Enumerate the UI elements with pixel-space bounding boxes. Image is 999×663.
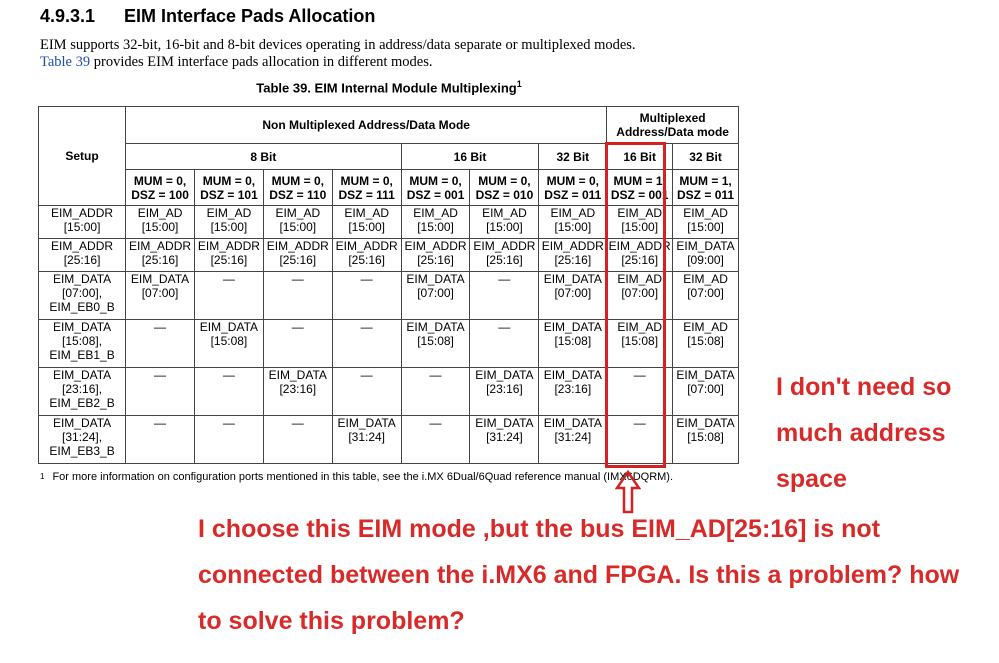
table-cell: —	[607, 368, 673, 416]
section-number: 4.9.3.1	[40, 6, 96, 26]
table-cell: EIM_DATA [31:24]	[332, 416, 401, 464]
table-cell: —	[126, 368, 195, 416]
setup-cell: EIM_DATA [23:16], EIM_EB2_B	[39, 368, 126, 416]
mode-header: MUM = 1, DSZ = 011	[673, 170, 739, 206]
table-cell: EIM_ADDR [25:16]	[539, 239, 607, 272]
table-cell: EIM_AD [15:08]	[673, 320, 739, 368]
table-cell: EIM_AD [15:00]	[194, 206, 263, 239]
setup-cell: EIM_DATA [15:08], EIM_EB1_B	[39, 320, 126, 368]
table-cell: —	[401, 416, 470, 464]
mux-group-header: Multiplexed Address/Data mode	[607, 107, 739, 144]
mode-header: MUM = 0, DSZ = 101	[194, 170, 263, 206]
mode-header: MUM = 0, DSZ = 001	[401, 170, 470, 206]
mode-header: MUM = 0, DSZ = 111	[332, 170, 401, 206]
table-cell: EIM_AD [15:00]	[263, 206, 332, 239]
table-cell: EIM_DATA [15:08]	[401, 320, 470, 368]
width-header: 16 Bit	[607, 144, 673, 170]
setup-header: Setup	[39, 107, 126, 206]
setup-cell: EIM_DATA [07:00], EIM_EB0_B	[39, 272, 126, 320]
table-cell: EIM_DATA [07:00]	[126, 272, 195, 320]
table-cell: EIM_DATA [07:00]	[539, 272, 607, 320]
mode-header: MUM = 0, DSZ = 100	[126, 170, 195, 206]
mode-header: MUM = 0, DSZ = 010	[470, 170, 539, 206]
table-cell: EIM_ADDR [25:16]	[470, 239, 539, 272]
table-cell: EIM_DATA [15:08]	[673, 416, 739, 464]
table-cell: —	[263, 272, 332, 320]
table-cell: EIM_ADDR [25:16]	[194, 239, 263, 272]
table-cell: EIM_AD [15:00]	[470, 206, 539, 239]
mode-header: MUM = 0, DSZ = 110	[263, 170, 332, 206]
table-cell: EIM_DATA [23:16]	[263, 368, 332, 416]
table-cell: EIM_ADDR [25:16]	[401, 239, 470, 272]
table-cell: —	[126, 320, 195, 368]
table-cell: EIM_AD [15:00]	[673, 206, 739, 239]
width-header: 32 Bit	[673, 144, 739, 170]
table-cell: —	[470, 320, 539, 368]
table-cell: EIM_DATA [23:16]	[539, 368, 607, 416]
setup-cell: EIM_ADDR [15:00]	[39, 206, 126, 239]
table-cell: —	[263, 320, 332, 368]
setup-cell: EIM_DATA [31:24], EIM_EB3_B	[39, 416, 126, 464]
table-cell: EIM_DATA [09:00]	[673, 239, 739, 272]
table-cell: EIM_DATA [15:08]	[194, 320, 263, 368]
table-cell: EIM_ADDR [25:16]	[126, 239, 195, 272]
table-cell: —	[470, 272, 539, 320]
intro-line-1: EIM supports 32-bit, 16-bit and 8-bit devices operating in address/data separate or multiplexed modes.	[40, 37, 636, 53]
table-cell: EIM_AD [15:00]	[401, 206, 470, 239]
table-cell: —	[332, 368, 401, 416]
table-cell: EIM_AD [07:00]	[673, 272, 739, 320]
table-cell: EIM_AD [15:08]	[607, 320, 673, 368]
highlight-box	[605, 142, 666, 468]
width-header: 16 Bit	[401, 144, 539, 170]
table-cell: —	[332, 320, 401, 368]
table-cell: —	[401, 368, 470, 416]
annotation-bottom: I choose this EIM mode ,but the bus EIM_AD[25:16] is not connected between the i.MX6 and FPGA. Is this a problem? how to solve this problem?	[198, 515, 960, 635]
table-footnote	[40, 470, 700, 484]
table-cell: EIM_DATA [31:24]	[470, 416, 539, 464]
table-cell: EIM_AD [15:00]	[607, 206, 673, 239]
table-cell: —	[194, 368, 263, 416]
table-cell: EIM_AD [15:00]	[539, 206, 607, 239]
table-cell: —	[126, 416, 195, 464]
table-cell: EIM_DATA [15:08]	[539, 320, 607, 368]
table-cell: EIM_DATA [07:00]	[673, 368, 739, 416]
table-caption-text: Table 39. EIM Internal Module Multiplexing	[256, 80, 517, 96]
table-cell: —	[263, 416, 332, 464]
table-cell: EIM_DATA [07:00]	[401, 272, 470, 320]
table-cell: —	[332, 272, 401, 320]
table-cell: EIM_AD [15:00]	[332, 206, 401, 239]
section-heading	[40, 6, 375, 27]
table-cell: EIM_ADDR [25:16]	[332, 239, 401, 272]
table-cell: —	[607, 416, 673, 464]
mode-header: MUM = 1, DSZ = 001	[607, 170, 673, 206]
table-reference-link[interactable]: Table 39	[40, 54, 91, 70]
width-header: 32 Bit	[539, 144, 607, 170]
table-caption-footnote-mark: 1	[516, 79, 522, 89]
mode-header: MUM = 0, DSZ = 011	[539, 170, 607, 206]
intro-paragraph	[40, 37, 636, 71]
table-cell: —	[194, 416, 263, 464]
intro-line-2	[40, 54, 636, 71]
non-mux-group-header: Non Multiplexed Address/Data Mode	[126, 107, 607, 144]
table-cell: EIM_AD [07:00]	[607, 272, 673, 320]
width-header: 8 Bit	[126, 144, 402, 170]
table-cell: EIM_DATA [23:16]	[470, 368, 539, 416]
intro-line-2-text: provides EIM interface pads allocation in different modes.	[90, 54, 433, 70]
table-cell: EIM_ADDR [25:16]	[263, 239, 332, 272]
section-title: EIM Interface Pads Allocation	[124, 6, 376, 26]
setup-cell: EIM_ADDR [25:16]	[39, 239, 126, 272]
table-cell: EIM_ADDR [25:16]	[607, 239, 673, 272]
table-cell: EIM_DATA [31:24]	[539, 416, 607, 464]
footnote-text: For more information on configuration ports mentioned in this table, see the i.MX 6Dual/6Quad reference manual (IMX6DQRM).	[52, 471, 674, 483]
table-header-row	[39, 107, 739, 144]
footnote-mark: 1	[40, 472, 45, 481]
annotation-right: I don't need so much address space	[776, 373, 952, 493]
table-caption	[0, 79, 778, 95]
table-cell: —	[194, 272, 263, 320]
table-cell: EIM_AD [15:00]	[126, 206, 195, 239]
